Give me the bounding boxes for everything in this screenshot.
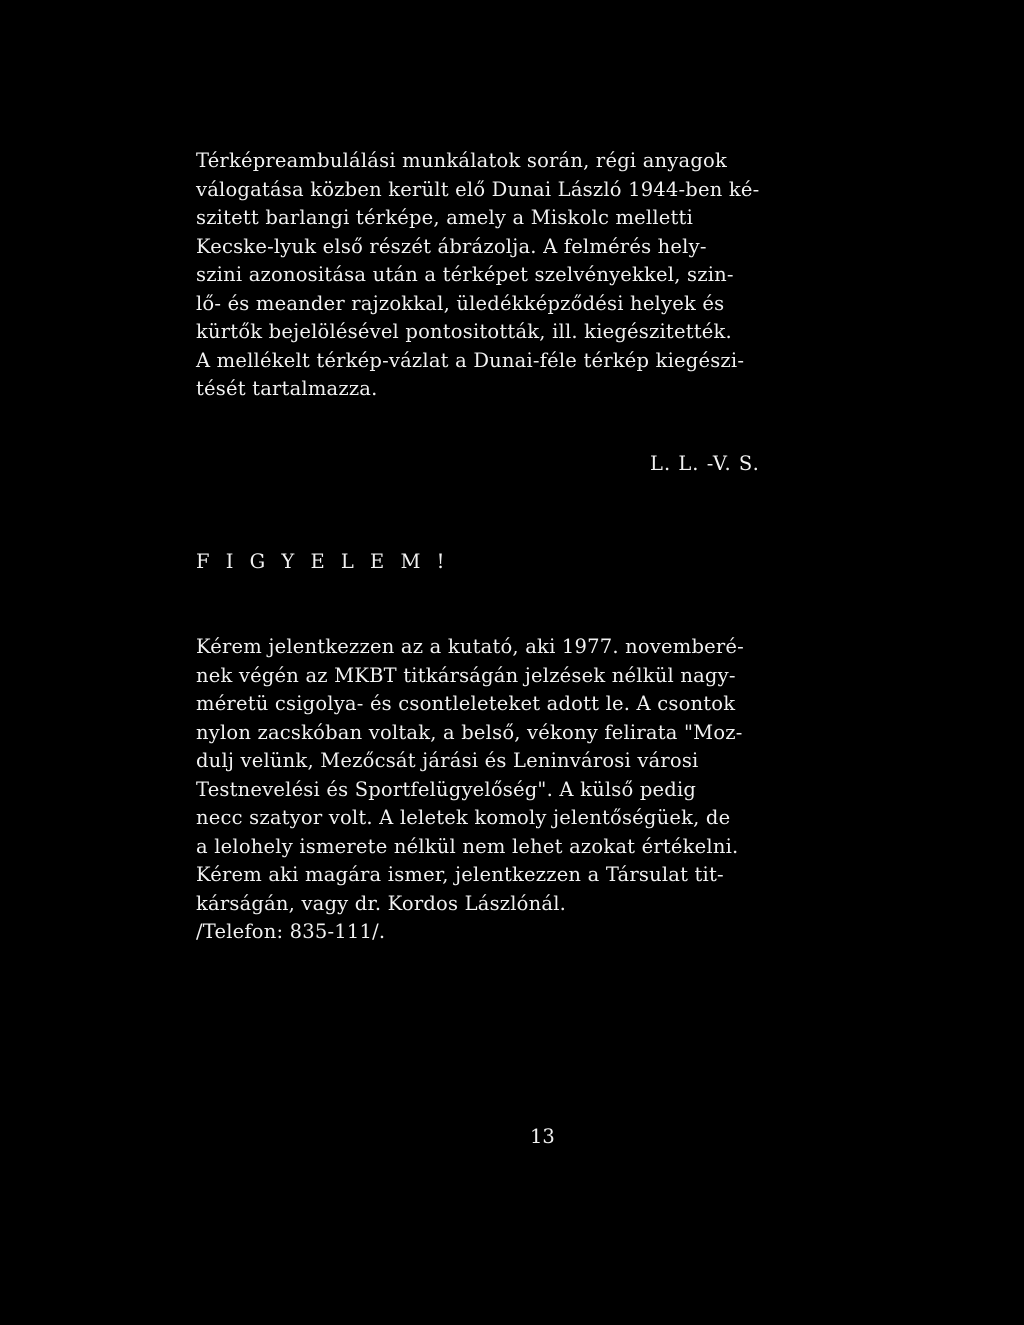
text-line: Kérem aki magára ismer, jelentkezzen a Társulat tit- — [196, 863, 724, 886]
text-line: szitett barlangi térképe, amely a Miskolc melletti — [196, 206, 694, 229]
text-line: Kérem jelentkezzen az a kutató, aki 1977. novemberé- — [196, 635, 744, 658]
text-line: kárságán, vagy dr. Kordos Lászlónál. — [196, 891, 567, 915]
attention-heading: F I G Y E L E M ! — [196, 550, 450, 573]
text-line: Térképreambulálási munkálatok során, régi anyagok — [196, 149, 727, 172]
text-line: lő- és meander rajzokkal, üledékképződési helyek és — [196, 291, 725, 315]
text-line: A mellékelt térkép-vázlat a Dunai-féle térkép kiegészi- — [196, 348, 745, 372]
paragraph-map-revision — [196, 147, 846, 404]
text-line: méretü csigolya- és csontleleteket adott le. A csontok — [196, 692, 736, 715]
text-line: /Telefon: 835-111/. — [196, 920, 386, 943]
page-number: 13 — [530, 1125, 555, 1148]
author-signature: L. L. -V. S. — [650, 452, 760, 475]
text-line: szini azonositása után a térképet szelvényekkel, szin- — [196, 263, 734, 286]
text-line: nylon zacskóban voltak, a belső, vékony felirata "Moz- — [196, 720, 743, 744]
text-line: tését tartalmazza. — [196, 377, 378, 400]
paragraph-notice — [196, 633, 846, 947]
text-line: nek végén az MKBT titkárságán jelzések nélkül nagy- — [196, 663, 736, 687]
text-line: Kecske-lyuk első részét ábrázolja. A felmérés hely- — [196, 234, 707, 258]
text-line: válogatása közben került elő Dunai László 1944-ben ké- — [196, 177, 760, 201]
text-line: necc szatyor volt. A leletek komoly jelentőségüek, de — [196, 806, 731, 829]
text-line: Testnevelési és Sportfelügyelőség". A külső pedig — [196, 777, 697, 801]
text-line: a lelohely ismerete nélkül nem lehet azokat értékelni. — [196, 834, 739, 858]
text-line: kürtők bejelölésével pontositották, ill. kiegészitették. — [196, 320, 732, 343]
text-line: dulj velünk, Mezőcsát járási és Leninvárosi városi — [196, 749, 699, 772]
